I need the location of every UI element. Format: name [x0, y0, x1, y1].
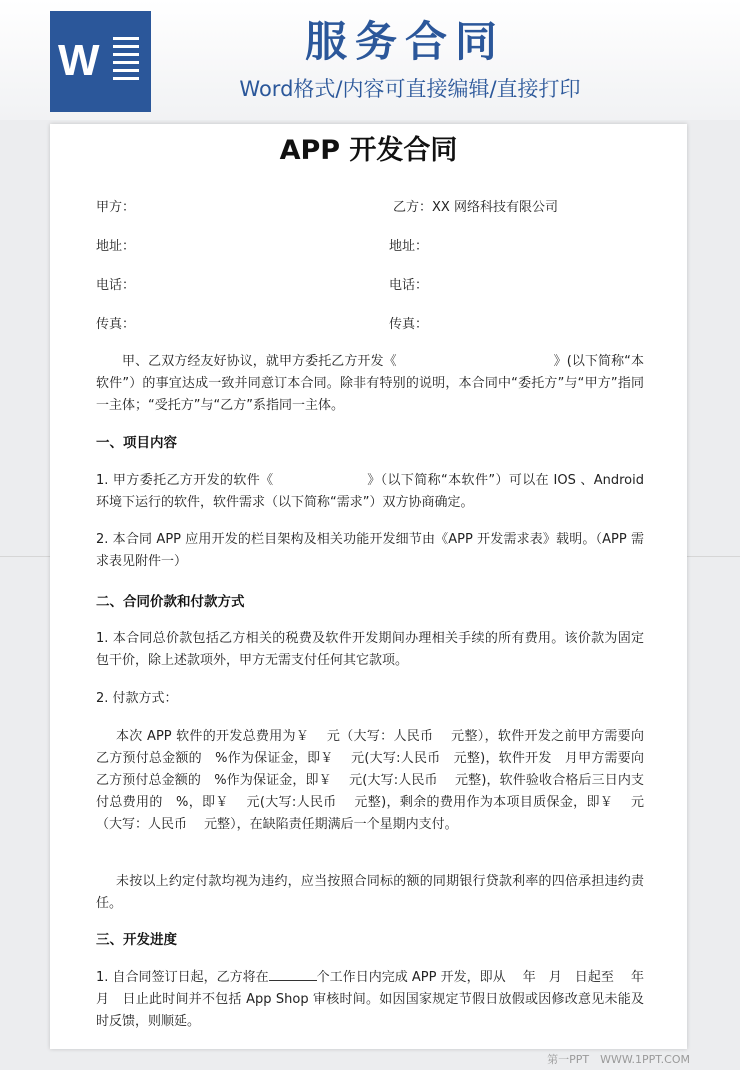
document-title: APP 开发合同	[279, 135, 458, 166]
section-2-item-1: 1. 本合同总价款包括乙方相关的税费及软件开发期间办理相关手续的所有费用。该价款为固定包干价，除上述款项外，甲方无需支付任何其它款项。	[96, 631, 644, 668]
party-b-address-label: 地址：	[389, 239, 429, 254]
document-page	[50, 124, 687, 1049]
banner	[0, 0, 740, 120]
word-logo-letter: W	[58, 36, 100, 85]
party-b-name-label: 乙方：XX 网络科技有限公司	[393, 200, 558, 215]
section-3-item-1	[96, 967, 658, 1033]
section-2-heading: 二、合同价款和付款方式	[96, 594, 245, 610]
banner-subtitle: Word格式/内容可直接编辑/直接打印	[239, 77, 581, 101]
section-3-item-1-end: 个工作日内完成 APP 开发，即从 年 月 日起至 年 月 日止此时间并不包括 App Shop 审核时间。如因国家规定节假日放假或因修改意见未能及时反馈，则顺延。	[96, 970, 658, 1029]
banner-title: 服务合同	[304, 17, 505, 66]
party-a-address-label: 地址：	[96, 239, 136, 254]
footer-watermark: 第一PPT WWW.1PPT.COM	[547, 1053, 690, 1066]
party-a-fax-label: 传真：	[96, 317, 136, 332]
intro-paragraph: 甲、乙双方经友好协议，就甲方委托乙方开发《 》(以下简称“本软件”）的事宜达成一致并同意订本合同。除非有特别的说明，本合同中“委托方”与“甲方”指同一主体；“受托方”与“乙方”系指同一主体。	[96, 354, 644, 413]
word-icon	[50, 11, 151, 112]
section-3-item-1-start: 1. 自合同签订日起，乙方将在	[96, 970, 269, 985]
section-2-item-2: 2. 付款方式：	[96, 691, 178, 706]
party-a-phone-label: 电话：	[96, 278, 136, 293]
fill-blank[interactable]	[269, 968, 317, 981]
section-3-heading: 三、开发进度	[96, 932, 177, 948]
party-b-phone-label: 电话：	[389, 278, 429, 293]
party-b-fax-label: 传真：	[389, 317, 429, 332]
section-1-item-1: 1. 甲方委托乙方开发的软件《 》（以下简称“本软件”）可以在 IOS 、Android 环境下运行的软件，软件需求（以下简称“需求”）双方协商确定。	[96, 473, 644, 510]
section-2-breach-clause: 未按以上约定付款均视为违约，应当按照合同标的额的同期银行贷款利率的四倍承担违约责任。	[96, 874, 644, 911]
document-lines-icon	[113, 37, 139, 85]
section-1-item-2: 2. 本合同 APP 应用开发的栏目架构及相关功能开发细节由《APP 开发需求表》载明。（APP 需求表见附件一）	[96, 532, 644, 569]
party-a-name-label: 甲方：	[96, 200, 136, 215]
section-2-payment-details: 本次 APP 软件的开发总费用为￥ 元（大写：人民币 元整），软件开发之前甲方需要向乙方预付总金额的 %作为保证金，即￥ 元(大写:人民币 元整)，软件开发 月甲方需要向乙方预付总金额的 %作为保证金，即￥ 元(大写:人民币 元整)，软件验收合格后三日内支付总费用的 %，即￥ 元(大写:人民币 元整)，剩余的费用作为本项目质保金，即￥ 元（大写：人民币 元整），在缺陷责任期满后一个星期内支付。	[96, 729, 644, 832]
section-1-heading: 一、项目内容	[96, 435, 177, 451]
